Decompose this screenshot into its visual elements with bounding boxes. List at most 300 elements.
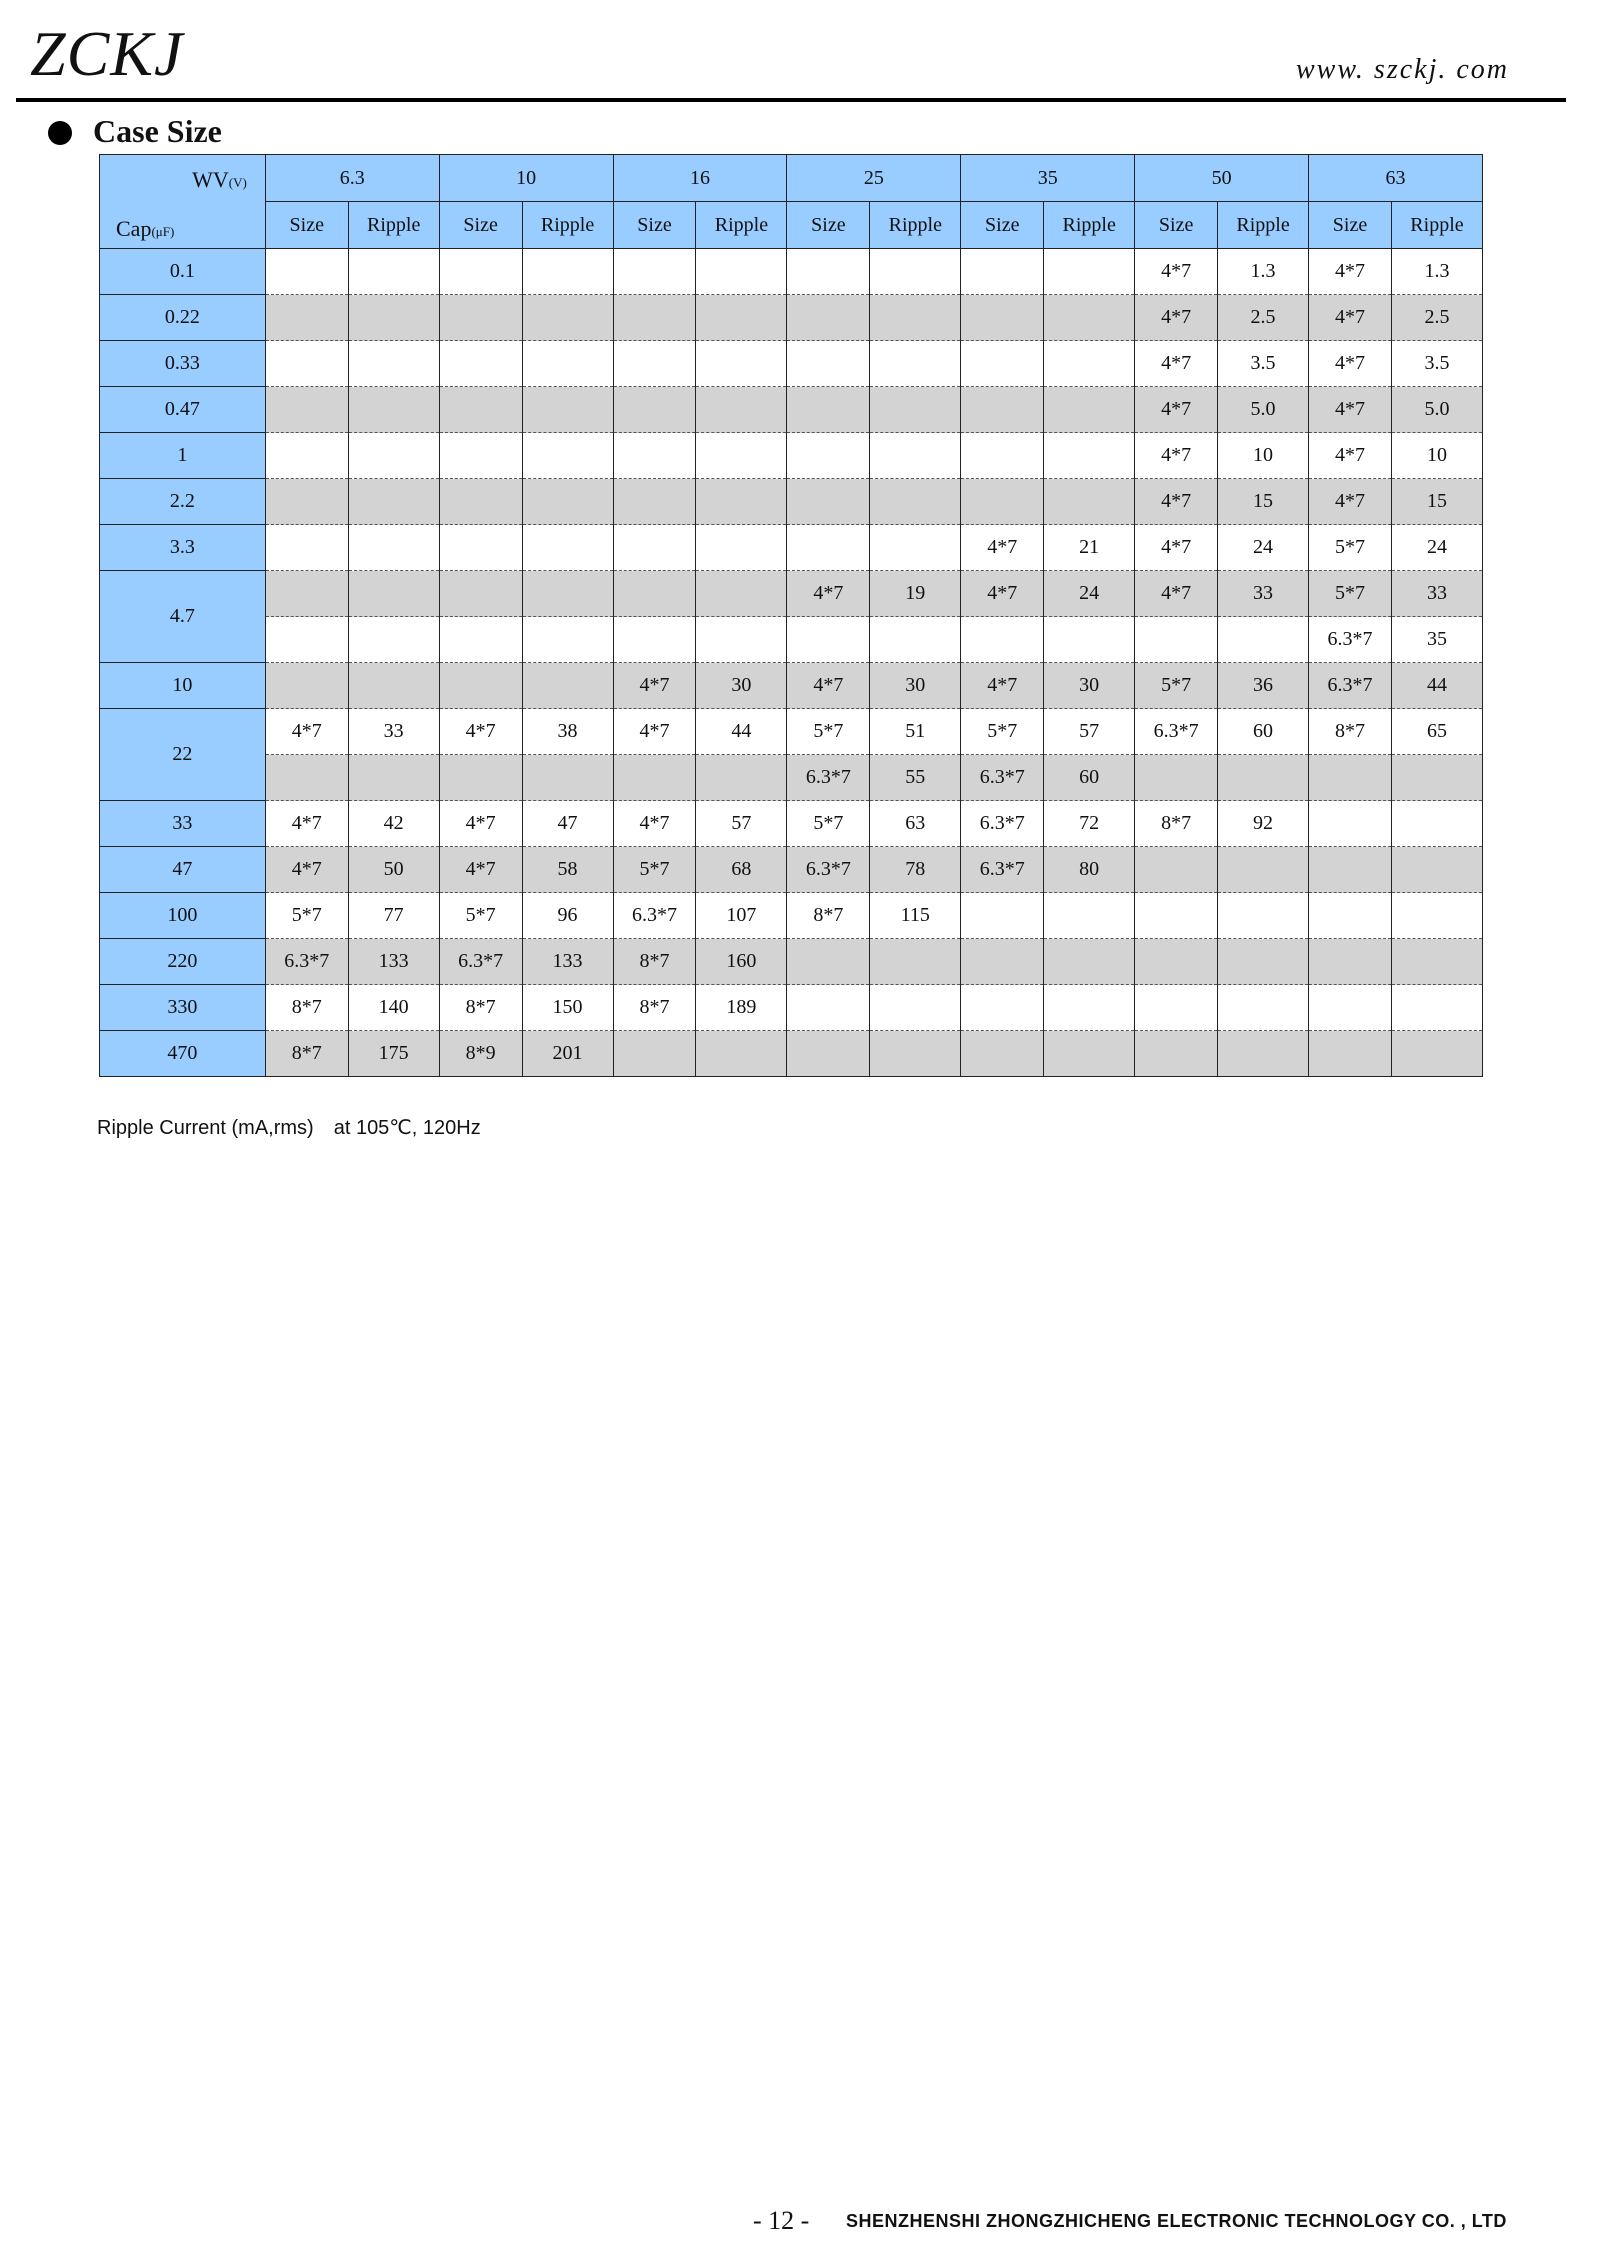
size-cell [613, 433, 696, 479]
table-row [100, 341, 1483, 387]
ripple-cell [1044, 387, 1135, 433]
ripple-cell: 10 [1391, 433, 1482, 479]
size-cell: 4*7 [1135, 387, 1218, 433]
ripple-cell [696, 571, 787, 617]
size-cell [787, 433, 870, 479]
ripple-cell [522, 617, 613, 663]
ripple-cell [870, 341, 961, 387]
ripple-cell: 60 [1218, 709, 1309, 755]
ripple-header: Ripple [870, 202, 961, 249]
size-cell [265, 387, 348, 433]
size-cell [439, 479, 522, 525]
size-cell: 8*9 [439, 1031, 522, 1077]
size-cell [439, 433, 522, 479]
size-cell [787, 341, 870, 387]
size-cell: 4*7 [1309, 249, 1392, 295]
size-cell [439, 571, 522, 617]
size-cell: 5*7 [1309, 525, 1392, 571]
ripple-cell: 42 [348, 801, 439, 847]
ripple-cell: 33 [348, 709, 439, 755]
size-cell [265, 755, 348, 801]
ripple-cell: 201 [522, 1031, 613, 1077]
size-cell: 4*7 [1309, 387, 1392, 433]
ripple-header: Ripple [1044, 202, 1135, 249]
size-cell [613, 249, 696, 295]
size-cell: 4*7 [1135, 249, 1218, 295]
capacitance-cell: 330 [100, 985, 266, 1031]
size-cell: 5*7 [787, 801, 870, 847]
ripple-cell: 15 [1218, 479, 1309, 525]
size-cell [439, 525, 522, 571]
ripple-cell [696, 755, 787, 801]
capacitance-cell: 0.1 [100, 249, 266, 295]
size-cell: 4*7 [613, 709, 696, 755]
ripple-cell [1391, 1031, 1482, 1077]
ripple-cell [348, 479, 439, 525]
ripple-cell [348, 617, 439, 663]
size-header: Size [1135, 202, 1218, 249]
size-cell [439, 341, 522, 387]
ripple-cell [696, 387, 787, 433]
size-cell: 8*7 [787, 893, 870, 939]
ripple-cell: 133 [522, 939, 613, 985]
table-row [100, 571, 1483, 617]
ripple-cell [1391, 755, 1482, 801]
size-cell: 4*7 [439, 847, 522, 893]
ripple-cell: 58 [522, 847, 613, 893]
company-name: SHENZHENSHI ZHONGZHICHENG ELECTRONIC TECHNOLOGY CO. , LTD [846, 2211, 1507, 2231]
capacitance-cell: 22 [100, 709, 266, 801]
ripple-cell [1044, 985, 1135, 1031]
ripple-cell [522, 249, 613, 295]
footnote [97, 1115, 481, 1140]
bullet-icon [48, 121, 72, 145]
ripple-cell [696, 295, 787, 341]
ripple-cell [1218, 985, 1309, 1031]
size-header: Size [961, 202, 1044, 249]
ripple-cell [870, 387, 961, 433]
ripple-cell [522, 295, 613, 341]
ripple-cell [348, 387, 439, 433]
size-cell [613, 617, 696, 663]
size-cell [787, 525, 870, 571]
capacitance-cell: 0.33 [100, 341, 266, 387]
ripple-header: Ripple [522, 202, 613, 249]
capacitance-cell: 10 [100, 663, 266, 709]
ripple-cell: 24 [1391, 525, 1482, 571]
table-row [100, 939, 1483, 985]
size-cell: 6.3*7 [787, 847, 870, 893]
size-cell [265, 663, 348, 709]
capacitance-cell: 470 [100, 1031, 266, 1077]
size-cell [961, 249, 1044, 295]
ripple-cell [870, 249, 961, 295]
ripple-cell [522, 525, 613, 571]
table-row [100, 1031, 1483, 1077]
ripple-cell: 80 [1044, 847, 1135, 893]
size-cell: 4*7 [1135, 525, 1218, 571]
size-cell: 4*7 [613, 663, 696, 709]
ripple-cell: 51 [870, 709, 961, 755]
ripple-cell: 33 [1218, 571, 1309, 617]
ripple-cell [1044, 295, 1135, 341]
size-cell [787, 985, 870, 1031]
ripple-cell: 72 [1044, 801, 1135, 847]
capacitance-cell: 0.47 [100, 387, 266, 433]
size-cell: 6.3*7 [787, 755, 870, 801]
table-row [100, 755, 1483, 801]
cap-label: Cap(μF) [116, 216, 175, 241]
ripple-cell: 30 [1044, 663, 1135, 709]
size-cell [1135, 617, 1218, 663]
size-cell [613, 525, 696, 571]
ripple-cell [348, 295, 439, 341]
size-cell: 5*7 [961, 709, 1044, 755]
capacitance-cell: 2.2 [100, 479, 266, 525]
capacitance-cell: 0.22 [100, 295, 266, 341]
size-cell: 6.3*7 [265, 939, 348, 985]
table-row [100, 847, 1483, 893]
ripple-cell [1044, 893, 1135, 939]
size-cell [265, 341, 348, 387]
ripple-cell [1391, 939, 1482, 985]
ripple-cell: 115 [870, 893, 961, 939]
ripple-cell: 30 [696, 663, 787, 709]
size-cell [265, 479, 348, 525]
size-header: Size [613, 202, 696, 249]
ripple-cell [348, 663, 439, 709]
ripple-cell: 35 [1391, 617, 1482, 663]
size-cell: 8*7 [265, 985, 348, 1031]
size-cell [439, 617, 522, 663]
table-row [100, 525, 1483, 571]
voltage-header: 50 [1135, 155, 1309, 202]
size-cell [1309, 847, 1392, 893]
ripple-cell [696, 617, 787, 663]
size-cell [787, 295, 870, 341]
size-cell [787, 617, 870, 663]
ripple-cell [1218, 893, 1309, 939]
ripple-cell: 77 [348, 893, 439, 939]
ripple-cell [1218, 939, 1309, 985]
size-cell [1135, 939, 1218, 985]
ripple-cell: 15 [1391, 479, 1482, 525]
size-cell [1135, 985, 1218, 1031]
ripple-cell [870, 479, 961, 525]
size-cell: 8*7 [613, 939, 696, 985]
ripple-cell: 140 [348, 985, 439, 1031]
size-cell [613, 571, 696, 617]
size-cell: 5*7 [439, 893, 522, 939]
ripple-cell [1044, 939, 1135, 985]
size-cell: 6.3*7 [1309, 663, 1392, 709]
ripple-cell: 2.5 [1218, 295, 1309, 341]
ripple-cell [1044, 433, 1135, 479]
ripple-cell: 65 [1391, 709, 1482, 755]
voltage-header: 10 [439, 155, 613, 202]
size-cell [1135, 1031, 1218, 1077]
ripple-cell [522, 663, 613, 709]
size-cell: 6.3*7 [1309, 617, 1392, 663]
size-cell: 8*7 [265, 1031, 348, 1077]
ripple-cell [870, 617, 961, 663]
ripple-cell [870, 939, 961, 985]
size-cell [439, 755, 522, 801]
table-row [100, 433, 1483, 479]
size-cell [613, 1031, 696, 1077]
ripple-cell: 78 [870, 847, 961, 893]
ripple-cell: 96 [522, 893, 613, 939]
ripple-cell: 3.5 [1391, 341, 1482, 387]
ripple-cell [870, 295, 961, 341]
ripple-cell: 47 [522, 801, 613, 847]
size-cell [961, 433, 1044, 479]
ripple-cell [1218, 755, 1309, 801]
size-cell: 8*7 [1309, 709, 1392, 755]
ripple-cell: 5.0 [1391, 387, 1482, 433]
size-cell [613, 387, 696, 433]
size-cell [1135, 893, 1218, 939]
size-cell: 4*7 [1135, 433, 1218, 479]
ripple-cell [522, 479, 613, 525]
size-cell: 6.3*7 [961, 755, 1044, 801]
ripple-cell [1044, 249, 1135, 295]
size-cell [961, 985, 1044, 1031]
ripple-header: Ripple [1218, 202, 1309, 249]
size-cell: 4*7 [961, 571, 1044, 617]
table-row [100, 617, 1483, 663]
ripple-cell [1391, 985, 1482, 1031]
size-cell [265, 617, 348, 663]
ripple-cell: 36 [1218, 663, 1309, 709]
size-cell [265, 571, 348, 617]
ripple-cell [870, 1031, 961, 1077]
size-cell: 5*7 [787, 709, 870, 755]
size-cell: 5*7 [1309, 571, 1392, 617]
ripple-cell: 60 [1044, 755, 1135, 801]
ripple-cell: 1.3 [1391, 249, 1482, 295]
size-cell [961, 893, 1044, 939]
size-cell [613, 755, 696, 801]
page-number: - 12 - [753, 2206, 810, 2235]
ripple-cell: 44 [696, 709, 787, 755]
size-header: Size [265, 202, 348, 249]
size-cell [961, 617, 1044, 663]
capacitance-cell: 220 [100, 939, 266, 985]
size-cell [265, 433, 348, 479]
size-cell [961, 1031, 1044, 1077]
size-cell [787, 1031, 870, 1077]
ripple-cell: 10 [1218, 433, 1309, 479]
ripple-cell [522, 571, 613, 617]
ripple-cell: 1.3 [1218, 249, 1309, 295]
voltage-header: 25 [787, 155, 961, 202]
size-cell [787, 387, 870, 433]
size-cell [961, 939, 1044, 985]
ripple-cell: 92 [1218, 801, 1309, 847]
table-corner-header [100, 155, 266, 249]
size-cell: 5*7 [613, 847, 696, 893]
section-title: Case Size [93, 113, 222, 149]
ripple-cell [696, 249, 787, 295]
size-cell [787, 939, 870, 985]
capacitance-cell: 47 [100, 847, 266, 893]
ripple-cell [696, 433, 787, 479]
size-cell [439, 295, 522, 341]
ripple-cell [1391, 893, 1482, 939]
size-cell [961, 479, 1044, 525]
size-cell [961, 341, 1044, 387]
ripple-cell [870, 433, 961, 479]
size-cell: 8*7 [1135, 801, 1218, 847]
size-cell [613, 479, 696, 525]
ripple-cell [1044, 479, 1135, 525]
ripple-cell: 38 [522, 709, 613, 755]
size-cell [439, 387, 522, 433]
ripple-cell [696, 525, 787, 571]
size-cell [1309, 939, 1392, 985]
ripple-cell: 55 [870, 755, 961, 801]
size-cell: 6.3*7 [439, 939, 522, 985]
size-cell [1309, 893, 1392, 939]
size-cell: 5*7 [1135, 663, 1218, 709]
ripple-cell: 133 [348, 939, 439, 985]
voltage-header: 63 [1309, 155, 1483, 202]
capacitance-cell: 4.7 [100, 571, 266, 663]
size-cell: 4*7 [439, 801, 522, 847]
ripple-cell: 160 [696, 939, 787, 985]
capacitance-cell: 1 [100, 433, 266, 479]
ripple-cell: 21 [1044, 525, 1135, 571]
size-cell [787, 249, 870, 295]
voltage-header: 16 [613, 155, 787, 202]
ripple-cell: 5.0 [1218, 387, 1309, 433]
size-cell: 4*7 [1309, 295, 1392, 341]
size-cell [1135, 755, 1218, 801]
ripple-cell [1391, 847, 1482, 893]
capacitance-cell: 33 [100, 801, 266, 847]
table-row [100, 387, 1483, 433]
ripple-cell: 19 [870, 571, 961, 617]
ripple-cell [696, 341, 787, 387]
size-cell: 4*7 [1309, 433, 1392, 479]
ripple-cell [1391, 801, 1482, 847]
size-cell: 4*7 [1135, 341, 1218, 387]
ripple-cell [1218, 847, 1309, 893]
website-url: www. szckj. com [1295, 54, 1509, 85]
size-cell: 4*7 [265, 847, 348, 893]
ripple-cell: 107 [696, 893, 787, 939]
size-cell: 4*7 [265, 709, 348, 755]
ripple-cell: 33 [1391, 571, 1482, 617]
size-cell: 8*7 [613, 985, 696, 1031]
ripple-cell: 189 [696, 985, 787, 1031]
size-cell: 4*7 [787, 663, 870, 709]
ripple-cell: 24 [1044, 571, 1135, 617]
size-cell: 4*7 [613, 801, 696, 847]
ripple-cell [522, 433, 613, 479]
ripple-cell [348, 571, 439, 617]
ripple-cell: 3.5 [1218, 341, 1309, 387]
size-cell: 6.3*7 [1135, 709, 1218, 755]
size-cell [961, 387, 1044, 433]
size-cell: 4*7 [1135, 571, 1218, 617]
ripple-cell [522, 387, 613, 433]
size-cell: 4*7 [1135, 295, 1218, 341]
ripple-cell: 175 [348, 1031, 439, 1077]
ripple-cell [1044, 341, 1135, 387]
size-cell: 4*7 [787, 571, 870, 617]
size-header: Size [787, 202, 870, 249]
ripple-header: Ripple [696, 202, 787, 249]
capacitance-cell: 100 [100, 893, 266, 939]
ripple-cell [1218, 617, 1309, 663]
ripple-cell: 44 [1391, 663, 1482, 709]
size-header: Size [439, 202, 522, 249]
ripple-cell [870, 985, 961, 1031]
ripple-cell: 2.5 [1391, 295, 1482, 341]
size-cell [613, 341, 696, 387]
size-cell [1309, 801, 1392, 847]
table-row [100, 801, 1483, 847]
table-row [100, 985, 1483, 1031]
ripple-cell [522, 341, 613, 387]
ripple-cell [522, 755, 613, 801]
ripple-header: Ripple [1391, 202, 1482, 249]
footnote-label: Ripple Current (mA,rms) [97, 1117, 314, 1139]
ripple-cell: 57 [696, 801, 787, 847]
capacitance-cell: 3.3 [100, 525, 266, 571]
size-cell [613, 295, 696, 341]
ripple-cell [1218, 1031, 1309, 1077]
ripple-cell [348, 341, 439, 387]
ripple-cell: 63 [870, 801, 961, 847]
wv-label: WV(V) [192, 167, 247, 192]
ripple-cell [348, 433, 439, 479]
header-rule [16, 98, 1566, 102]
ripple-cell [1044, 1031, 1135, 1077]
size-cell: 4*7 [961, 663, 1044, 709]
voltage-header: 6.3 [265, 155, 439, 202]
ripple-cell: 50 [348, 847, 439, 893]
ripple-cell: 150 [522, 985, 613, 1031]
size-cell [265, 249, 348, 295]
size-cell [439, 663, 522, 709]
size-cell [787, 479, 870, 525]
ripple-cell: 68 [696, 847, 787, 893]
size-cell: 4*7 [1309, 479, 1392, 525]
table-row [100, 249, 1483, 295]
size-cell: 4*7 [961, 525, 1044, 571]
ripple-cell [696, 1031, 787, 1077]
size-cell [265, 295, 348, 341]
size-cell: 6.3*7 [961, 847, 1044, 893]
size-cell: 8*7 [439, 985, 522, 1031]
ripple-cell: 30 [870, 663, 961, 709]
size-cell [1309, 985, 1392, 1031]
ripple-cell [1044, 617, 1135, 663]
table-row [100, 709, 1483, 755]
size-cell: 4*7 [439, 709, 522, 755]
table-row [100, 479, 1483, 525]
ripple-cell [348, 755, 439, 801]
footnote-condition: at 105℃, 120Hz [333, 1117, 481, 1139]
ripple-cell: 57 [1044, 709, 1135, 755]
size-cell: 4*7 [1135, 479, 1218, 525]
voltage-header: 35 [961, 155, 1135, 202]
ripple-cell [870, 525, 961, 571]
size-header: Size [1309, 202, 1392, 249]
